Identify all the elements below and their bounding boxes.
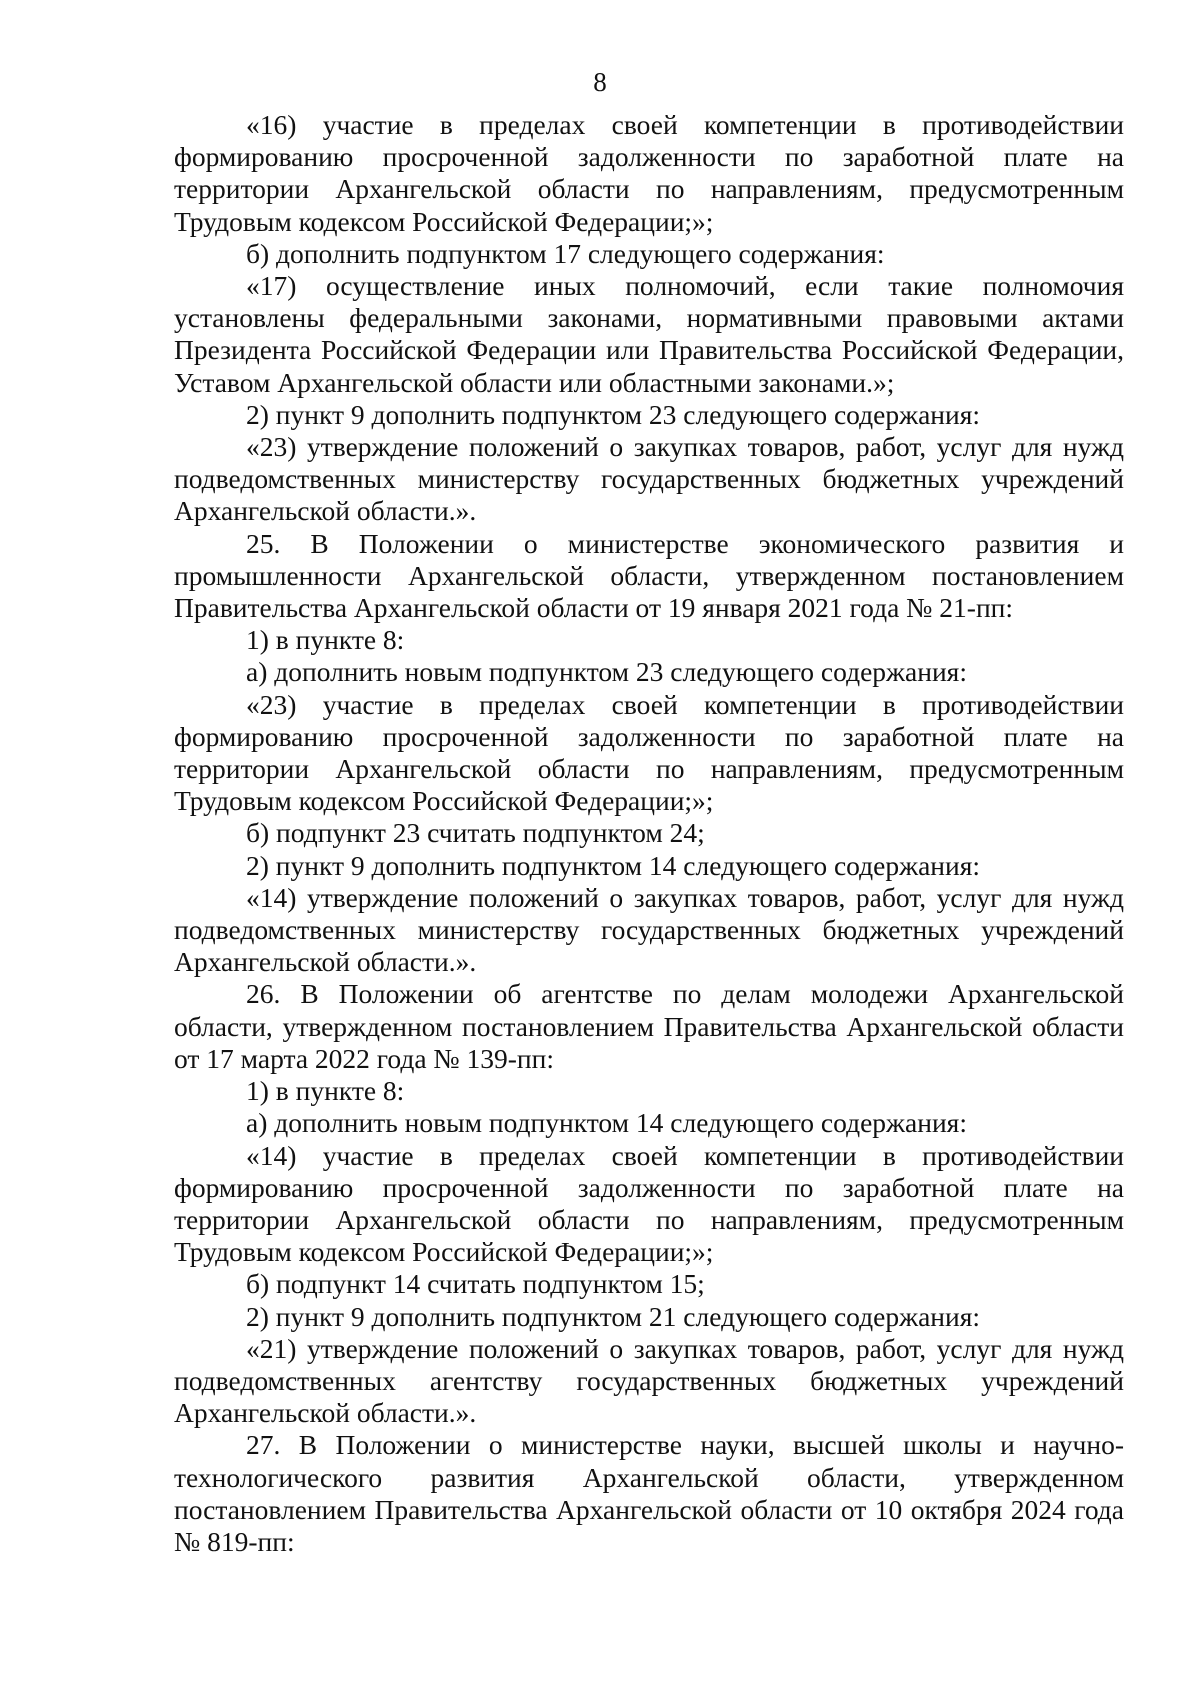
paragraph: 2) пункт 9 дополнить подпунктом 21 следующего содержания:	[246, 1300, 981, 1332]
document-body	[174, 109, 1124, 1558]
paragraph: а) дополнить новым подпунктом 14 следующего содержания:	[246, 1107, 967, 1139]
paragraph: б) подпункт 23 считать подпунктом 24;	[246, 817, 705, 849]
paragraph: «14) утверждение положений о закупках товаров, работ, услуг для нужд подведомственных министерству государственных бюджетных учреждений Архангельской области.».	[174, 881, 1124, 978]
paragraph: 2) пункт 9 дополнить подпунктом 14 следующего содержания:	[246, 849, 981, 881]
paragraph: 25. В Положении о министерстве экономического развития и промышленности Архангельской области, утвержденном постановлением Правительства Архангельской области от 19 января 2021 года № 21-пп:	[174, 527, 1124, 624]
paragraph: б) дополнить подпунктом 17 следующего содержания:	[246, 237, 885, 269]
paragraph: 1) в пункте 8:	[246, 624, 405, 656]
paragraph: б) подпункт 14 считать подпунктом 15;	[246, 1268, 705, 1300]
paragraph: а) дополнить новым подпунктом 23 следующего содержания:	[246, 656, 967, 688]
page-number: 8	[593, 67, 607, 97]
paragraph: «17) осуществление иных полномочий, если такие полномочия установлены федеральными законами, нормативными правовыми актами Президента Российской Федерации или Правительства Российской Федерации, Уставом Архангельской области или областными законами.»;	[174, 270, 1124, 398]
paragraph: «14) участие в пределах своей компетенции в противодействии формированию просроченной задолженности по заработной плате на территории Архангельской области по направлениям, предусмотренным Трудовым кодексом Российской Федерации;»;	[174, 1139, 1124, 1268]
paragraph: 1) в пункте 8:	[246, 1075, 405, 1107]
paragraph: 2) пункт 9 дополнить подпунктом 23 следующего содержания:	[246, 398, 981, 430]
paragraph: «21) утверждение положений о закупках товаров, работ, услуг для нужд подведомственных агентству государственных бюджетных учреждений Архангельской области.».	[174, 1332, 1124, 1429]
paragraph: 26. В Положении об агентстве по делам молодежи Архангельской области, утвержденном постановлением Правительства Архангельской области от 17 марта 2022 года № 139-пп:	[174, 978, 1124, 1074]
paragraph: «23) утверждение положений о закупках товаров, работ, услуг для нужд подведомственных министерству государственных бюджетных учреждений Архангельской области.».	[174, 431, 1124, 527]
paragraph: «16) участие в пределах своей компетенции в противодействии формированию просроченной задолженности по заработной плате на территории Архангельской области по направлениям, предусмотренным Трудовым кодексом Российской Федерации;»;	[174, 109, 1124, 237]
paragraph: «23) участие в пределах своей компетенции в противодействии формированию просроченной задолженности по заработной плате на территории Архангельской области по направлениям, предусмотренным Трудовым кодексом Российской Федерации;»;	[174, 688, 1124, 817]
paragraph: 27. В Положении о министерстве науки, высшей школы и научно-технологического развития Архангельской области, утвержденном постановлением Правительства Архангельской области от 10 октября 2024 года № 819-пп:	[174, 1429, 1124, 1557]
